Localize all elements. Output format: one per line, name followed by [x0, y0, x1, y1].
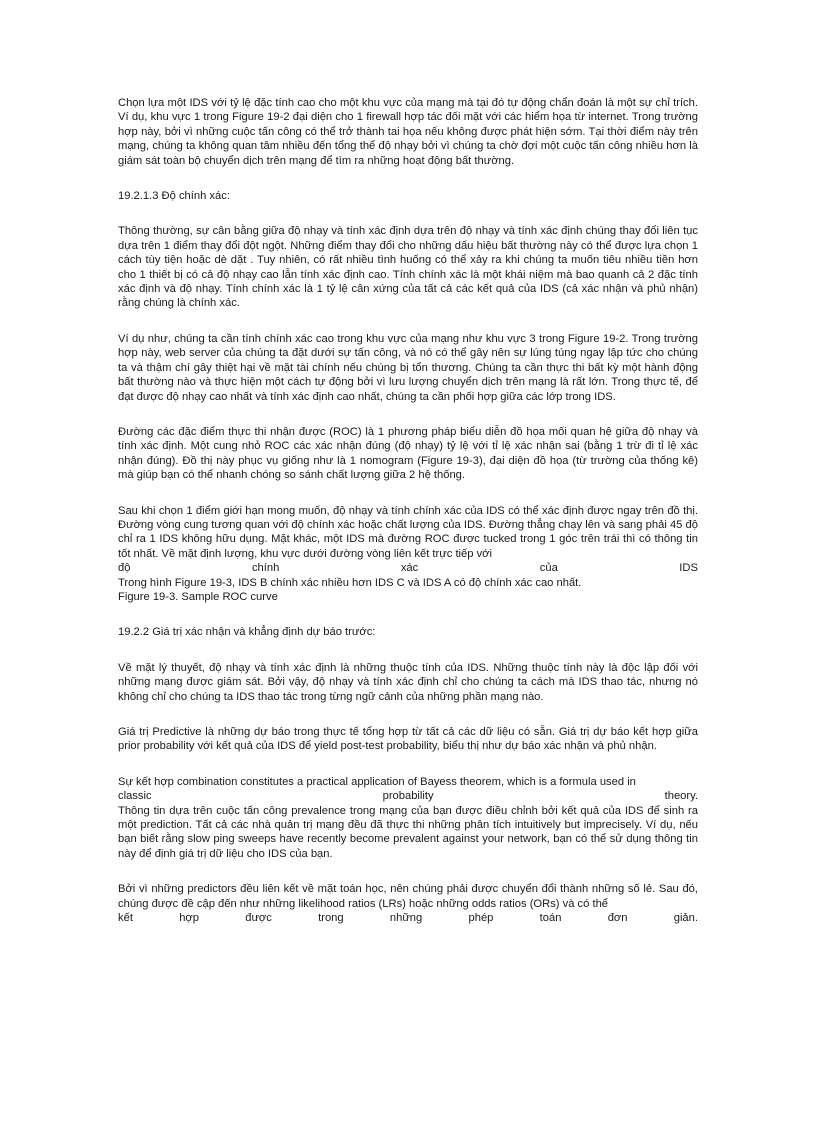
- figure-caption: Figure 19-3. Sample ROC curve: [118, 590, 278, 603]
- section-heading-accuracy: 19.2.1.3 Độ chính xác:: [118, 190, 230, 203]
- spread-word: độ: [118, 562, 131, 575]
- paragraph-roc-cutoff-text: Sau khi chọn 1 điểm giới hạn mong muốn, độ nhạy và tính chính xác của IDS có thể xác định được ngay trên đồ thị. Đường vòng cung tương quan với độ chính xác hoặc chất lượng của IDS. Đường thẳng chạy lên và sang phải 45 độ chỉ ra 1 IDS không hữu dụng. Mặt khác, một IDS mà đường ROC được tucked trong 1 góc trên trái thì có thông tin tốt nhất. Về mặt định lượng, khu vực dưới đường vòng liên kết trực tiếp với: [118, 504, 698, 560]
- paragraph-predictive-value: Giá trị Predictive là những dự báo trong thực tế tổng hợp từ tất cả các dữ liệu có sẵn. Giá trị dự báo kết hợp giữa prior probability với kết quả của IDS để yield post-test probability, biểu thị như dự báo xác nhận và phủ nhận.: [118, 726, 698, 753]
- section-heading-predictive-value: 19.2.2 Giá trị xác nhận và khẳng định dự báo trước:: [118, 626, 376, 639]
- spread-line-calculation: [118, 911, 698, 925]
- paragraph-bayes: [118, 775, 698, 861]
- spread-word: đơn: [607, 912, 628, 925]
- document-page: [118, 96, 698, 925]
- paragraph-ids-selection: Chọn lựa một IDS với tỷ lệ đặc tính cao cho một khu vực của mạng mà tại đó tự động chẩn đoán là một sự chỉ trích. Ví dụ, khu vực 1 trong Figure 19-2 đại diện cho 1 firewall hợp tác đối mặt với các hiểm họa từ internet. Trong trường hợp này, bởi vì những cuộc tấn công có thể trở thành tai họa nếu không được phát hiện sớm. Tại thời điểm này trên mạng, chúng ta không quan tâm nhiều đến tổng thể độ nhạy bởi vì chúng ta chờ đợi một cuộc tấn công nhiều hơn là giám sát toàn bộ chuyển dịch trên mạng để tìm ra những hoạt động bất thường.: [118, 97, 698, 167]
- paragraph-roc-comparison: Trong hình Figure 19-3, IDS B chính xác nhiều hơn IDS C và IDS A có độ chính xác cao nhất.: [118, 576, 582, 589]
- spread-line-probability: [118, 789, 698, 803]
- spread-word: hợp: [179, 912, 199, 925]
- spread-word: xác: [400, 562, 419, 575]
- spread-word: của: [539, 562, 558, 575]
- spread-word: theory.: [664, 790, 698, 803]
- paragraph-predictors: [118, 882, 698, 925]
- paragraph-accuracy-example: Ví dụ như, chúng ta cần tính chính xác cao trong khu vực của mạng như khu vực 3 trong Figure 19-2. Trong trường hợp này, web server của chúng ta đặt dưới sự tấn công, và nó có thể gây nên sự lúng túng ngay lập tức cho chúng ta và thậm chí gây thiệt hại về mặt tài chính nếu chúng bị tổn thương. Chúng ta cần thực thi bất kỳ một hành động bất thường nào và thực hiện một cách tự động bởi vì lưu lượng chuyển dịch trên mạng là rất lớn. Trong thực tế, để đạt được độ nhạy cao nhất và tính xác định cao nhất, chúng ta cần phối hợp giữa các lớp trong IDS.: [118, 332, 698, 403]
- spread-word: classic: [118, 790, 152, 803]
- paragraph-roc-cutoff: [118, 504, 698, 605]
- spread-word: chính: [251, 562, 280, 575]
- paragraph-bayes-rest: Thông tin dựa trên cuộc tấn công prevalence trong mạng của bạn được điều chỉnh bởi kết quả của IDS để sinh ra một prediction. Tất cả các nhà quản trị mạng đều đã thực thi những phân tích intuitively but imprecisely. Ví dụ, nếu bạn biết rằng slow ping sweeps have recently become prevalent against your network, bạn có thể sử dụng thông tin này để định giá trị dữ liệu cho IDS của bạn.: [118, 804, 698, 860]
- spread-word: phép: [468, 912, 494, 925]
- spread-word: giản.: [673, 912, 698, 925]
- paragraph-roc-definition: Đường các đặc điểm thực thi nhận được (ROC) là 1 phương pháp biểu diễn đồ họa mối quan hệ giữa độ nhạy và tính xác định. Một cung nhỏ ROC các xác nhận đúng (độ nhạy) tỷ lệ với tỉ lệ xác nhận sai (bằng 1 trừ đi tỉ lệ xác nhận đúng). Đồ thị này phục vụ giống như là 1 nomogram (Figure 19-3), đại diện đồ họa (từ trường của thống kê) mà giúp bạn có thể nhanh chóng so sánh chất lượng giữa 2 hệ thống.: [118, 425, 698, 482]
- paragraph-sensitivity-balance: Thông thường, sự cân bằng giữa độ nhạy và tính xác định dựa trên độ nhạy và tính xác định chúng thay đổi liên tục dựa trên 1 điểm thay đổi đột ngột. Những điểm thay đổi cho những dấu hiệu bất thường này có thể được lựa chọn 1 cách tùy tiện hoặc dè dặt . Tuy nhiên, có rất nhiều tình huống có thể xảy ra khi chúng ta muốn tiêu nhiều tiền hơn cho 1 thiết bị có cả độ nhạy cao lẫn tính xác định cao. Tính chính xác là một khái niệm mà bao quanh cả 2 đặc tính xác định và độ nhạy. Tính chính xác là 1 tỷ lệ cân xứng của tất cả các kết quả của IDS (cả xác nhận và phủ nhận) rằng chúng là chính xác.: [118, 225, 698, 310]
- spread-word: được: [245, 912, 272, 925]
- spread-word: kết: [118, 912, 133, 925]
- spread-word: probability: [382, 790, 434, 803]
- spread-word: IDS: [679, 562, 698, 575]
- paragraph-ids-properties: Về mặt lý thuyết, độ nhạy và tính xác định là những thuộc tính của IDS. Những thuộc tính này là độc lập đối với những mạng được giám sát. Bởi vậy, độ nhạy và tính xác định chỉ cho chúng ta cách mà IDS thao tác, nhưng nó không chỉ cho chúng ta IDS thao tác trong từng ngữ cảnh của những phần mạng nào.: [118, 661, 698, 703]
- spread-line-accuracy: [118, 561, 698, 575]
- spread-word: toán: [539, 912, 562, 925]
- spread-word: trong: [318, 912, 344, 925]
- paragraph-bayes-line1: Sự kết hợp combination constitutes a practical application of Bayess theorem, which is a formula used in: [118, 775, 636, 788]
- paragraph-predictors-text: Bởi vì những predictors đều liên kết về mặt toán học, nên chúng phải được chuyển đổi thành những số lẻ. Sau đó, chúng được đề cập đến như những likelihood ratios (LRs) hoặc những odds ratios (ORs) và có thể: [118, 883, 698, 910]
- spread-word: những: [389, 912, 423, 925]
